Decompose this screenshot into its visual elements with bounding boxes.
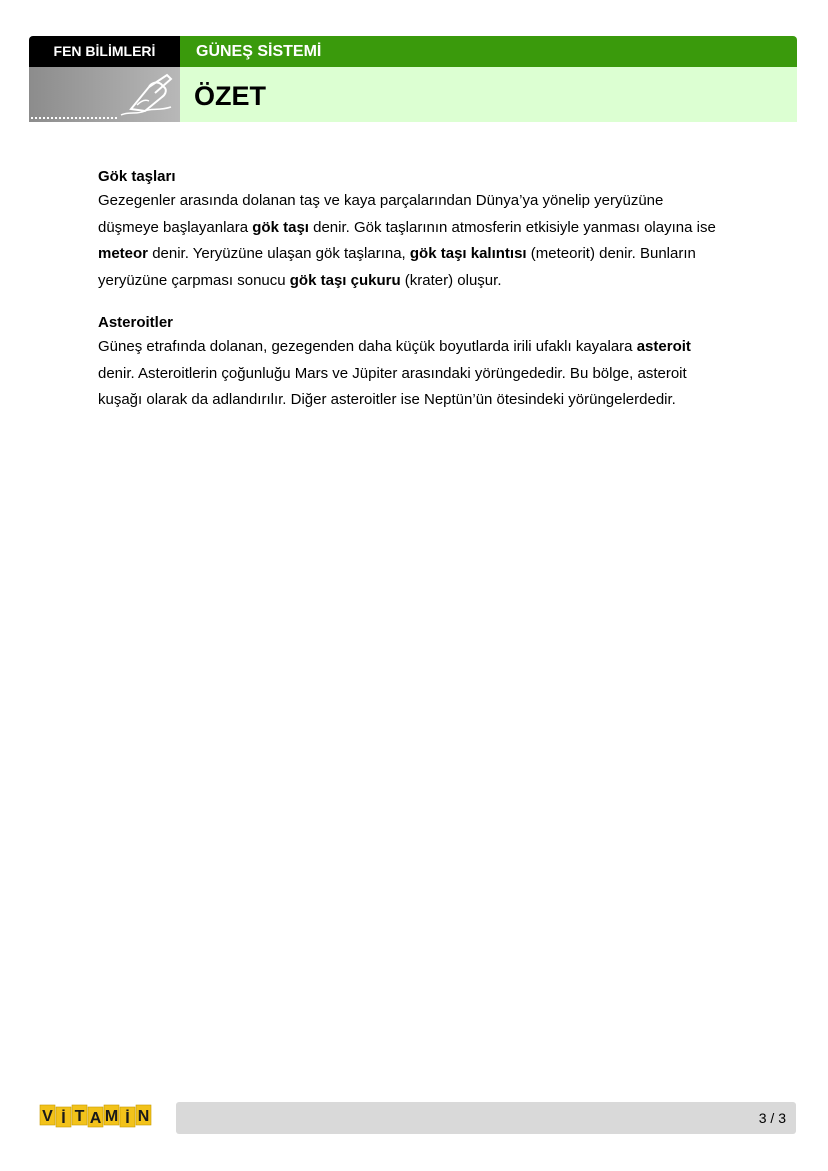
svg-text:M: M [104, 1108, 119, 1125]
text-run: denir. Asteroitlerin çoğunluğu Mars ve Jüpiter arasındaki yörüngededir. Bu bölge, asteroit kuşağı olarak da adlandırılır. Diğer asteroitler ise Neptün’ün ötesindeki yörüngelerdedir. [98, 364, 687, 408]
bold-term: meteor [98, 245, 149, 262]
writing-hand-icon [29, 67, 180, 122]
bold-term: gök taşı kalıntısı [409, 245, 527, 262]
vitamin-logo [38, 1101, 158, 1131]
bold-term: gök taşı [252, 218, 309, 236]
logo-letter [104, 1105, 119, 1125]
logo-letter [136, 1105, 151, 1125]
text-run: Güneş etrafında dolanan, gezegenden daha küçük boyutlarda irili ufaklı kayalara [98, 338, 637, 355]
section-paragraph [98, 334, 728, 414]
section-paragraph [98, 188, 728, 294]
page-header [29, 36, 797, 122]
bold-term: gök taşı çukuru [289, 271, 401, 289]
svg-text:İ: İ [61, 1110, 66, 1127]
bold-term: asteroit [636, 338, 691, 355]
section-gok-taslari [98, 166, 728, 294]
svg-text:A: A [89, 1110, 102, 1127]
footer-bar [176, 1102, 796, 1134]
section-heading: Asteroitler [98, 314, 174, 331]
text-run: (meteorit) denir. Bunların yeryüzüne çarpması sonucu [98, 245, 696, 289]
dotted-divider [31, 117, 117, 119]
topic-label: GÜNEŞ SİSTEMİ [180, 36, 797, 67]
svg-text:İ: İ [125, 1110, 130, 1127]
text-run: denir. Gök taşlarının atmosferin etkisiyle yanması olayına ise [308, 218, 716, 236]
section-heading: Gök taşları [98, 168, 176, 185]
page-number: 3 / 3 [758, 1110, 786, 1126]
logo-letter [72, 1105, 87, 1125]
logo-letter [40, 1105, 55, 1125]
svg-text:V: V [42, 1108, 53, 1125]
text-run: (krater) oluşur. [400, 271, 502, 289]
logo-letter [56, 1107, 71, 1127]
text-run: denir. Yeryüzüne ulaşan gök taşlarına, [148, 245, 410, 262]
subject-label: FEN BİLİMLERİ [29, 36, 180, 67]
summary-content [98, 166, 728, 432]
logo-letter [88, 1107, 103, 1127]
svg-text:N: N [137, 1108, 150, 1125]
page-title: ÖZET [180, 67, 797, 122]
section-asteroitler [98, 312, 728, 414]
svg-text:T: T [74, 1108, 85, 1125]
text-run: Gezegenler arasında dolanan taş ve kaya parçalarından Dünya’ya yönelip yeryüzüne düşmeye başlayanlara [98, 192, 664, 236]
logo-letter [120, 1107, 135, 1127]
